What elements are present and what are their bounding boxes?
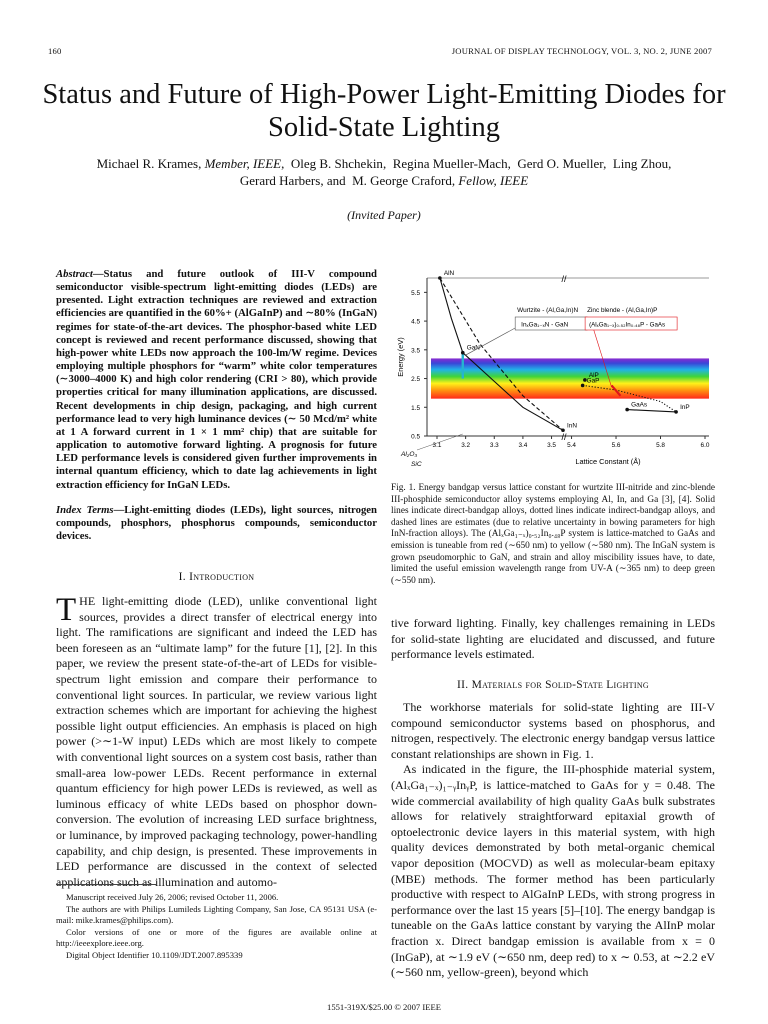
author-list: Michael R. Krames, Member, IEEE, Oleg B. Shchekin, Regina Mueller-Mach, Gerd O. Mueller, Ling Zhou, Gerard Harbers, and M. George Craford, Fellow, IEEE	[96, 156, 672, 188]
point-gap	[581, 384, 585, 388]
figure-caption: Fig. 1. Energy bandgap versus lattice constant for wurtzite III-nitride and zinc-blende III-phosphide semiconductor alloy systems employing Al, In, and Ga [3], [4]. Solid lines indicate direct-bandgap alloys, dotted lines indicate indirect-bandgap alloys, and dashed lines are estimates (due to relative uncertainty in bowing parameters for high InN-fraction alloys). The (AlₓGa₁₋ₓ)₀.₅₂In₀.₄₈P system is lattice-matched to GaAs and emission is tuneable from red (∼650 nm) to yellow (∼580 nm). The InGaN system is grown pseudomorphic to GaN, and strain and alloy miscibility issues have, to date, limited the useful emission wavelength range from UV-A (∼365 nm) to deep green (∼550 nm).	[391, 483, 715, 586]
author: Gerd O. Mueller	[517, 156, 604, 171]
author: Oleg B. Shchekin	[290, 156, 383, 171]
materials-body	[391, 700, 715, 981]
abstract-text: —Status and future outlook of III-V compound semiconductor visible-spectrum light-emitting diodes (LEDs) are presented. Light extraction techniques are reviewed and extraction efficiencies are quantified in the 60%+ (AlGaInP) and ∼80% (InGaN) regimes for state-of-the-art devices. The phosphor-based white LED concept is reviewed and recent performance discussed, showing that high-power white LEDs now approach the 100-lm/W regime. Devices employing multiple phosphors for “warm” white color temperatures (∼3000–4000 K) and high color rendering (CRI > 80), which provide properties critical for many illumination applications, are discussed. Recent developments in chip design, packaging, and high current performance lead to very high luminance devices (∼ 50 Mcd/m² white at 1 A forward current in 1 × 1 mm² chip) that are suitable for application to automotive forward lighting. A prognosis for future LED performance levels is considered given further improvements in internal quantum efficiency, which to date lag achievements in light extraction efficiency for InGaN LEDs.	[56, 268, 377, 491]
visible-spectrum-band	[431, 358, 709, 398]
author: M. George Craford	[352, 173, 452, 188]
index-terms-lead: Index Terms	[56, 504, 114, 516]
materials-paragraph-1: The workhorse materials for solid-state lighting are III-V compound semiconductor systems based on phosphorus, and nitrogen, respectively. The electronic energy bandgap versus lattice constant relationships are shown in Fig. 1.	[391, 700, 715, 761]
point-label-gaas: GaAs	[631, 401, 648, 409]
y-tick-label: 5.5	[411, 289, 420, 297]
legend-zincblende-system: (AlₓGa₁₋ₓ)₀.₅₂In₀.₄₈P - GaAs	[589, 321, 666, 329]
point-label-gap: GaP	[586, 377, 600, 385]
series-line-2	[440, 278, 563, 430]
point-label-aln: AlN	[443, 270, 455, 277]
y-tick-label: 3.5	[411, 347, 420, 355]
y-tick-label: 2.5	[411, 376, 420, 384]
abstract	[56, 268, 377, 492]
copyright-line: 1551-319X/$25.00 © 2007 IEEE	[327, 1002, 441, 1012]
y-axis-title: Energy (eV)	[396, 337, 405, 377]
axis-break-mark-top: //	[561, 274, 567, 284]
x-tick-label: 3.1	[432, 442, 442, 449]
point-label-gan: GaN	[466, 344, 480, 352]
invited-paper-note: (Invited Paper)	[347, 208, 421, 222]
x-axis-title: Lattice Constant (Å)	[575, 457, 641, 466]
point-label-inp: InP	[680, 403, 690, 411]
materials-paragraph-2: As indicated in the figure, the III-phosphide material system, (AlₓGa₁₋ₓ)₁₋ᵧInᵧP, is lattice-matched to GaAs for y = 0.48. The wide commercial availability of high quality GaAs bulk substrates allows for relatively straightforward epitaxial growth of optoelectronic device layers in this material system, with high quality devices demonstrated by both metal-organic chemical vapor deposition (MOCVD) as well as molecular-beam epitaxy (MBE) methods. The former method has been particularly productive with respect to AlGaInP LEDs, with strong progress in performance over the last 15 years [5]–[10]. The energy bandgap is tuneable on the GaAs lattice constant by varying the AlInP molar fraction x. Direct bandgap emission is available from x = 0 (InGaP), at ∼1.9 eV (∼650 nm, deep red) to x ∼ 0.53, at ∼2.2 eV (∼560 nm, yellow-green), beyond which	[391, 762, 715, 980]
substrate-label-sic: SiC	[411, 461, 422, 468]
page-number: 160	[48, 46, 62, 56]
x-tick-label: 3.2	[461, 442, 471, 449]
legend-connector-wurtzite	[465, 328, 515, 356]
author-suffix: Member, IEEE	[204, 156, 282, 171]
x-tick-label: 3.5	[547, 442, 556, 449]
paper-title: Status and Future of High-Power Light-Emitting Diodes for Solid-State Lighting	[42, 79, 726, 143]
point-label-alp: AlP	[588, 371, 599, 379]
journal-header: JOURNAL OF DISPLAY TECHNOLOGY, VOL. 3, NO. 2, JUNE 2007	[451, 46, 712, 56]
legend-zincblende: Zinc blende - (Al,Ga,In)P	[587, 307, 658, 314]
x-tick-label: 6.0	[700, 442, 710, 449]
author: Ling Zhou	[612, 156, 669, 171]
point-inp	[674, 410, 678, 414]
y-tick-label: 4.5	[411, 318, 420, 326]
axis-break-mark-bottom: //	[561, 432, 567, 442]
footnote: Color versions of one or more of the figures are available online at http://ieeexplore.ieee.org.	[56, 926, 377, 948]
x-tick-label: 3.3	[489, 442, 499, 449]
substrate-label-sapphire: Al₂O₃	[401, 451, 418, 458]
section-heading-introduction: I. Introduction	[178, 571, 255, 583]
y-tick-label: 1.5	[411, 404, 420, 412]
author: Regina Mueller-Mach	[392, 156, 508, 171]
footnote: Manuscript received July 26, 2006; revised October 11, 2006.	[66, 892, 279, 902]
footnotes	[56, 892, 377, 961]
footnote: The authors are with Philips Lumileds Lighting Company, San Jose, CA 95131 USA (e-mail: mike.krames@philips.com).	[56, 903, 377, 925]
footnote: Digital Object Identifier 10.1109/JDT.2007.895339	[66, 949, 243, 960]
intro-paragraph: THE light-emitting diode (LED), unlike conventional light sources, provides a direct transfer of electrical energy into light. The ramifications are significant and indeed the LED has been foreseen as an “ultimate lamp” for the future [1], [2]. In this paper, we review the present state-of-the-art of LEDs for visible-spectrum light emission and compare their performance to conventional light sources. In particular, we review various light extraction schemes which are important for achieving the highest possible light output efficiencies. An emphasis is placed on high power (>∼1-W input) LEDs which are most likely to compete with conventional light sources on a system cost basis, rather than small-area low-power LEDs. Recent performance in external quantum efficiency for high power LEDs is reviewed, as well as luminous efficacy of white LEDs based on phosphor down-conversion. The evolution of increasing LED surface brightness, or luminance, by improved packaging technology, power-handling capability, and chip design, is presented. These improvements in LED performance are discussed in the context of selected applications such as illumination and automo-	[56, 592, 377, 889]
author-suffix: Fellow, IEEE	[458, 173, 529, 188]
bandgap-chart	[391, 268, 721, 480]
point-gan	[461, 351, 465, 355]
section-heading-materials: II. Materials for Solid-State Lighting	[456, 679, 649, 691]
legend-wurtzite: Wurtzite - (Al,Ga,In)N	[517, 307, 579, 314]
cyan-marker	[462, 353, 464, 379]
x-tick-label: 5.4	[567, 442, 576, 449]
legend-wurtzite-system: InₓGa₁₋ₓN - GaN	[521, 321, 569, 329]
series-line-0	[440, 278, 463, 353]
author: Gerard Harbers	[239, 173, 321, 188]
abstract-lead: Abstract	[56, 268, 93, 280]
footnote-rule	[56, 884, 156, 885]
point-label-inn: InN	[566, 422, 577, 430]
intro-paragraph-continued: tive forward lighting. Finally, key challenges remaining in LEDs for solid-state lighting are elucidated and discussed, and future performance levels estimated.	[391, 616, 715, 662]
point-gaas	[625, 408, 629, 412]
point-inn	[561, 428, 565, 432]
drop-cap: T	[56, 592, 77, 628]
index-terms-text: —Light-emitting diodes (LEDs), light sources, nitrogen compounds, phosphors, phosphorus compounds, semiconductor devices.	[56, 504, 377, 543]
x-tick-label: 3.4	[518, 442, 528, 449]
x-tick-label: 5.8	[656, 442, 665, 449]
x-tick-label: 5.6	[611, 442, 621, 449]
author: Michael R. Krames	[96, 156, 199, 171]
point-aln	[438, 276, 442, 280]
series-line-4	[627, 410, 676, 412]
index-terms	[56, 504, 377, 543]
y-tick-label: 0.5	[411, 433, 420, 441]
